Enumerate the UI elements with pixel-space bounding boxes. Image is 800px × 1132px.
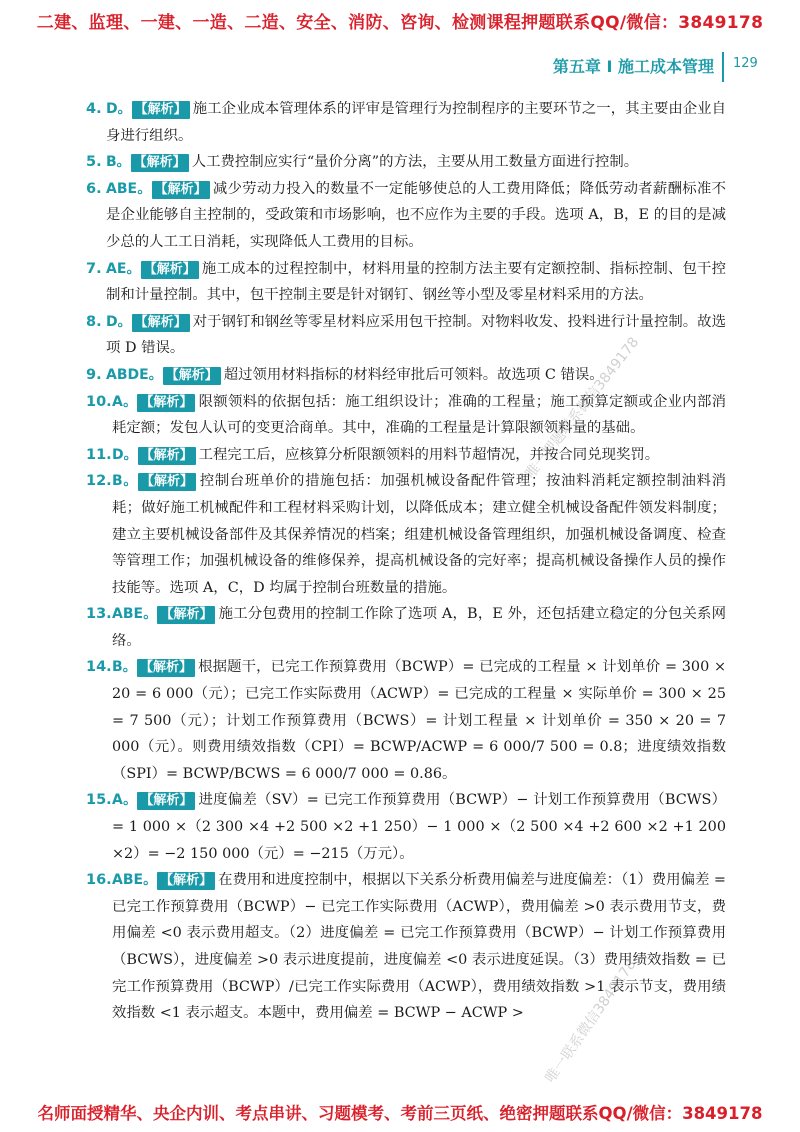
- item-answer: D。: [112, 446, 138, 463]
- answer-item-4: [86, 96, 726, 149]
- analysis-tag: 【解析】: [132, 101, 190, 119]
- item-text: 施工企业成本管理体系的评审是管理行为控制程序的主要环节之一，其主要由企业自身进行组织。: [106, 101, 726, 144]
- item-number: 15.: [86, 792, 112, 809]
- analysis-tag: 【解析】: [137, 659, 195, 677]
- analysis-tag: 【解析】: [137, 792, 195, 810]
- chapter-title: 第五章 I 施工成本管理: [552, 57, 714, 76]
- item-answer: D。: [106, 313, 132, 330]
- item-answer: A。: [112, 792, 138, 809]
- item-answer: B。: [106, 154, 131, 171]
- item-text: 进度偏差（SV）= 已完工作预算费用（BCWP）− 计划工作预算费用（BCWS）= 1 000 ×（2 300 ×4 +2 500 ×2 +1 250）− 1 000 ×（2 500 ×4 +2 600 ×2 +1 200 ×2）= −2 150 000（元）= −215（万元）。: [112, 792, 726, 862]
- answer-item-14: [86, 654, 726, 787]
- answer-item-15: [86, 787, 726, 867]
- answer-item-13: [86, 601, 726, 654]
- item-answer: B。: [112, 659, 137, 676]
- analysis-tag: 【解析】: [141, 261, 199, 279]
- item-number: 12.: [86, 473, 112, 490]
- answer-item-8: [86, 309, 726, 362]
- answer-item-12: [86, 468, 726, 601]
- answer-list: [86, 96, 726, 1027]
- item-answer: AE。: [106, 260, 141, 277]
- answer-item-5: [86, 149, 726, 176]
- answer-item-7: [86, 256, 726, 309]
- item-number: 13.: [86, 606, 112, 623]
- item-text: 工程完工后，应核算分析限额领料的用料节超情况，并按合同兑现奖罚。: [198, 446, 660, 463]
- item-text: 超过领用材料指标的材料经审批后可领料。故选项 C 错误。: [223, 366, 604, 383]
- page-number: 129: [733, 56, 758, 71]
- item-text: 限额领料的依据包括：施工组织设计；准确的工程量；施工预算定额或企业内部消耗定额；发包人认可的变更洽商单。其中，准确的工程量是计算限额领料量的基础。: [112, 393, 726, 437]
- item-text: 人工费控制应实行“量价分离”的方法，主要从用工数量方面进行控制。: [191, 154, 639, 171]
- item-number: 11.: [86, 446, 112, 463]
- item-number: 5.: [86, 154, 102, 171]
- answer-item-6: [86, 176, 726, 256]
- item-number: 8.: [86, 313, 102, 330]
- item-number: 7.: [86, 260, 102, 277]
- answer-item-10: [86, 389, 726, 442]
- item-answer: ABE。: [112, 606, 158, 623]
- item-number: 6.: [86, 180, 102, 197]
- analysis-tag: 【解析】: [131, 154, 189, 172]
- analysis-tag: 【解析】: [138, 447, 196, 465]
- analysis-tag: 【解析】: [132, 314, 190, 332]
- item-answer: D。: [106, 101, 132, 117]
- item-answer: ABDE。: [106, 366, 163, 383]
- item-text: 根据题干，已完工作预算费用（BCWP）= 已完成的工程量 × 计划单价 = 300 × 20 = 6 000（元）；已完工作实际费用（ACWP）= 已完成的工程量 × 实际单价 = 300 × 25 = 7 500（元）；计划工作预算费用（BCWS）= 计划工程量 × 计划单价 = 350 × 20 = 7 000（元）。则费用绩效指数（CPI）= BCWP/ACWP = 6 000/7 500 = 0.8；进度绩效指数（SPI）= BCWP/BCWS = 6 000/7 000 = 0.86。: [112, 659, 726, 782]
- item-number: 4.: [86, 101, 102, 117]
- answer-item-16: [86, 867, 726, 1027]
- item-text: 在费用和进度控制中，根据以下关系分析费用偏差与进度偏差：（1）费用偏差 = 已完工作预算费用（BCWP）− 已完工作实际费用（ACWP），费用偏差 >0 表示费用节支，费用偏差 <0 表示费用超支。（2）进度偏差 = 已完工作预算费用（BCWP）− 计划工作预算费用（BCWS），进度偏差 >0 表示进度提前，进度偏差 <0 表示进度延误。（3）费用绩效指数 = 已完工作预算费用（BCWP）/已完工作实际费用（ACWP），费用绩效指数 >1 表示节支，费用绩效指数 <1 表示超支。本题中，费用偏差 = BCWP − ACWP >: [112, 872, 726, 1022]
- item-answer: B。: [112, 473, 139, 490]
- analysis-tag: 【解析】: [163, 367, 221, 385]
- watermark-2: 唯一联系微信3849178: [542, 956, 640, 1086]
- top-banner: 二建、监理、一建、一造、二造、安全、消防、咨询、检测课程押题联系QQ/微信：3849178: [36, 13, 764, 33]
- item-number: 9.: [86, 366, 102, 383]
- item-text: 施工分包费用的控制工作除了选项 A，B，E 外，还包括建立稳定的分包关系网络。: [112, 606, 727, 649]
- analysis-tag: 【解析】: [157, 872, 215, 890]
- item-text: 施工成本的过程控制中，材料用量的控制方法主要有定额控制、指标控制、包干控制和计量控制。其中，包干控制主要是针对钢钉、钢丝等小型及零星材料采用的方法。: [106, 260, 726, 304]
- answer-item-11: [86, 442, 726, 469]
- item-number: 10.: [86, 393, 112, 410]
- page-header: [0, 52, 800, 82]
- analysis-tag: 【解析】: [138, 473, 196, 491]
- answer-item-9: [86, 362, 726, 389]
- header-divider: [722, 52, 724, 82]
- item-answer: ABE。: [112, 872, 158, 889]
- item-answer: ABE。: [106, 180, 152, 197]
- item-answer: A。: [112, 393, 138, 410]
- item-number: 16.: [86, 872, 112, 889]
- bottom-banner: 名师面授精华、央企内训、考点串讲、习题模考、考前三页纸、绝密押题联系QQ/微信：3849178: [37, 1104, 763, 1123]
- item-text: 减少劳动力投入的数量不一定能够使总的人工费用降低；降低劳动者薪酬标准不是企业能够自主控制的，受政策和市场影响，也不应作为主要的手段。选项 A，B，E 的目的是减少总的人工工日消耗，实现降低人工费用的目标。: [106, 180, 726, 250]
- item-number: 14.: [86, 659, 112, 676]
- item-text: 控制台班单价的措施包括：加强机械设备配件管理；按油料消耗定额控制油料消耗；做好施工机械配件和工程材料采购计划，以降低成本；建立健全机械设备配件领发料制度；建立主要机械设备部件及其保养情况的档案；组建机械设备管理组织，加强机械设备调度、检查等管理工作；加强机械设备的维修保养，提高机械设备的完好率；提高机械设备操作人员的操作技能等。选项 A，C，D 均属于控制台班数量的措施。: [112, 473, 726, 596]
- analysis-tag: 【解析】: [157, 606, 215, 624]
- watermark-1: 唯一押题联系微信3849178: [522, 334, 643, 482]
- item-text: 对于钢钉和钢丝等零星材料应采用包干控制。对物料收发、投料进行计量控制。故选项 D 错误。: [106, 313, 726, 357]
- analysis-tag: 【解析】: [152, 181, 210, 199]
- analysis-tag: 【解析】: [137, 394, 195, 412]
